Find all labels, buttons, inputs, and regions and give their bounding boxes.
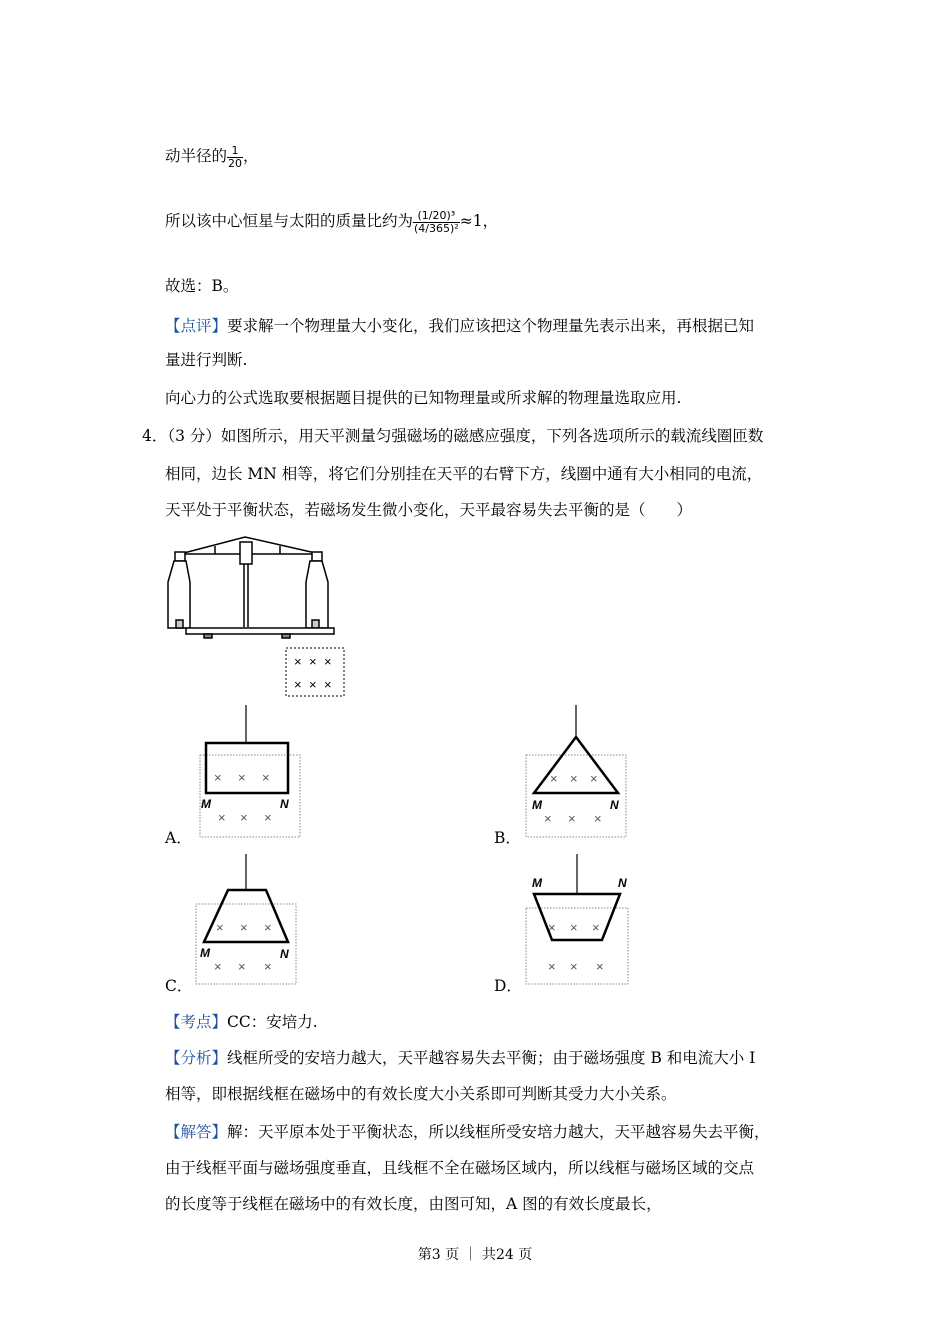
kaodian-line: 【考点】CC：安培力.: [165, 1013, 318, 1031]
kaodian-tag: 【考点】: [165, 1013, 228, 1031]
jieda-line-2: 由于线框平面与磁场强度垂直，且线框不全在磁场区域内，所以线框与磁场区域的交点: [165, 1159, 755, 1177]
dianping-tag: 【点评】: [165, 317, 228, 335]
svg-text:×: ×: [570, 920, 578, 935]
text-line-6: 向心力的公式选取要根据题目提供的已知物理量或所求解的物理量选取应用.: [165, 389, 682, 407]
svg-text:×: ×: [590, 771, 598, 786]
svg-text:×: ×: [544, 811, 552, 826]
question-line-2: 相同，边长 MN 相等，将它们分别挂在天平的右臂下方，线圈中通有大小相同的电流，: [165, 465, 763, 483]
jieda-tag: 【解答】: [165, 1123, 228, 1141]
text-fragment: 动半径的: [165, 147, 228, 165]
balance-figure: [160, 532, 360, 702]
svg-text:×: ×: [570, 771, 578, 786]
dianping-line-1: 【点评】要求解一个物理量大小变化，我们应该把这个物理量先表示出来，再根据已知: [165, 317, 755, 335]
label-n: N: [280, 947, 289, 961]
svg-text:×: ×: [214, 770, 222, 785]
svg-text:×: ×: [570, 959, 578, 974]
jieda-line-3: 的长度等于线框在磁场中的有效长度，由图可知，A 图的有效长度最长，: [165, 1195, 662, 1213]
cross-mark: ×: [294, 654, 302, 669]
dianping-line-2: 量进行判断.: [165, 351, 248, 369]
svg-text:×: ×: [218, 810, 226, 825]
option-d-figure: [518, 854, 643, 989]
text-fragment: 所以该中心恒星与太阳的质量比约为: [165, 212, 414, 230]
fraction: $\frac{1}{20}$: [228, 143, 243, 170]
svg-text:×: ×: [264, 920, 272, 935]
option-b-figure: [518, 705, 638, 840]
fenxi-line-1: 【分析】线框所受的安培力越大，天平越容易失去平衡；由于磁场强度 B 和电流大小 I: [165, 1049, 756, 1067]
svg-text:×: ×: [548, 959, 556, 974]
svg-text:×: ×: [264, 959, 272, 974]
text-line-3: 故选：B。: [165, 277, 239, 295]
option-a-figure: [190, 705, 310, 840]
jieda-line-1: 【解答】解：天平原本处于平衡状态，所以线框所受安培力越大，天平越容易失去平衡，: [165, 1123, 770, 1141]
label-m: M: [201, 797, 211, 811]
svg-text:×: ×: [548, 920, 556, 935]
option-c-label: C．: [165, 977, 193, 995]
question-line-1: 4．（3 分）如图所示，用天平测量匀强磁场的磁感应强度，下列各选项所示的载流线圈匝数: [142, 427, 764, 445]
cross-mark: ×: [324, 654, 332, 669]
text-line-1: [165, 144, 259, 170]
svg-text:×: ×: [596, 959, 604, 974]
option-b-label: B．: [494, 829, 521, 847]
fraction: $\frac{\text{(1/20)³}}{\text{(4/365)²}}$: [414, 208, 459, 235]
svg-text:×: ×: [240, 810, 248, 825]
label-n: N: [610, 798, 619, 812]
cross-mark: ×: [294, 677, 302, 692]
svg-text:×: ×: [550, 771, 558, 786]
question-line-3: 天平处于平衡状态，若磁场发生微小变化，天平最容易失去平衡的是（ ）: [165, 501, 693, 519]
svg-text:×: ×: [264, 810, 272, 825]
cross-mark: ×: [309, 677, 317, 692]
option-c-figure: [190, 854, 310, 989]
svg-text:×: ×: [262, 770, 270, 785]
svg-text:×: ×: [216, 920, 224, 935]
text-line-2: [165, 209, 498, 235]
svg-text:×: ×: [238, 959, 246, 974]
label-n: N: [618, 876, 627, 890]
svg-text:×: ×: [592, 920, 600, 935]
label-m: M: [532, 798, 542, 812]
label-n: N: [280, 797, 289, 811]
label-m: M: [200, 946, 210, 960]
svg-text:×: ×: [240, 920, 248, 935]
fenxi-tag: 【分析】: [165, 1049, 228, 1067]
svg-text:×: ×: [568, 811, 576, 826]
svg-text:×: ×: [214, 959, 222, 974]
cross-mark: ×: [324, 677, 332, 692]
page-footer: 第3 页 ｜ 共24 页: [417, 1247, 533, 1263]
option-d-label: D．: [494, 977, 522, 995]
text-fragment: ≈1，: [459, 212, 499, 230]
label-m: M: [532, 876, 542, 890]
text-fragment: ，: [243, 147, 259, 165]
svg-text:×: ×: [238, 770, 246, 785]
fenxi-line-2: 相等，即根据线框在磁场中的有效长度大小关系即可判断其受力大小关系。: [165, 1085, 677, 1103]
option-a-label: A．: [165, 829, 192, 847]
cross-mark: ×: [309, 654, 317, 669]
svg-text:×: ×: [594, 811, 602, 826]
